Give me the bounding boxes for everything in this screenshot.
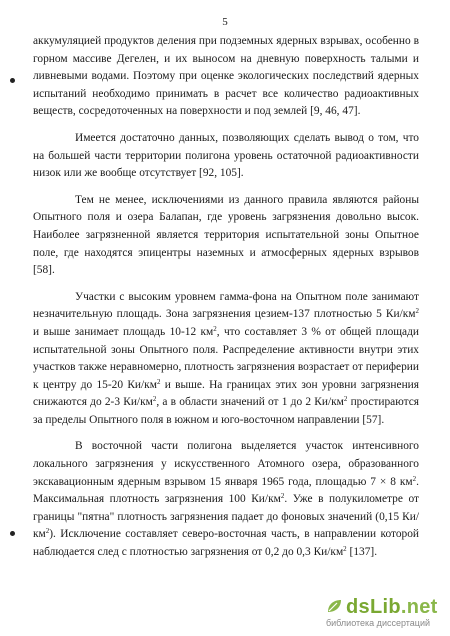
text-run: и выше занимает площадь 10-12 км — [33, 325, 214, 338]
watermark — [322, 596, 440, 630]
superscript: 2 — [343, 545, 347, 554]
text-run: , а в области значений от 1 до 2 Ки/км — [156, 396, 344, 409]
superscript: 2 — [152, 395, 157, 404]
superscript: 2 — [213, 324, 217, 333]
text-run: простираются за пределы Опытного поля в южном и юго-восточном направлении [57]. — [33, 396, 419, 426]
margin-mark — [10, 78, 15, 83]
watermark-logo-ext: .net — [400, 596, 438, 618]
watermark-subtitle: библиотека диссертаций — [326, 618, 431, 628]
text-run: Участки с высоким уровнем гамма-фона на Опытном поле занимают незначительную площадь. Зона загрязнения цезием-137 плотностью 5 Ки/км — [33, 290, 419, 321]
paragraph — [33, 192, 419, 280]
text-run: . Уже в полукилометре от границы "пятна" плотность загрязнения падает до фоновых значений (0,15 Ки/км — [33, 493, 419, 541]
paragraph — [33, 289, 419, 430]
superscript: 2 — [280, 492, 285, 501]
paragraph — [33, 130, 419, 183]
leaf-icon — [326, 598, 342, 614]
watermark-logo — [346, 596, 438, 619]
text-run: Тем не менее, исключениями из данного правила являются районы Опытного поля и озера Балапан, где уровень загрязнения довольно высок. Наиболее загрязненной является территория испытательной зоны Опытное поле, где находятся эпицентры наземных и атмосферных ядерных взрывов [58]. — [33, 193, 419, 277]
superscript: 2 — [412, 474, 417, 483]
text-run: [137]. — [346, 546, 378, 559]
paragraph — [33, 33, 419, 121]
text-run: , что составляет 3 % от общей площади испытательной зоны Опытного поля. Распределение активности внутри этих участков также неравномерно, плотность загрязнения возрастает от периферии к центру до 15-20 Ки/км — [33, 325, 419, 391]
superscript: 2 — [415, 307, 419, 316]
superscript: 2 — [156, 377, 161, 386]
text-run: аккумуляцией продуктов деления при подземных ядерных взрывах, особенно в горном массиве Дегелен, и их выносом на дневную поверхность талыми и ливневыми водами. Поэтому при оценке экологических последствий ядерных испытаний необходимо принимать в расчет все количество радиоактивных веществ, сосредоточенных на поверхности и под землей [9, 46, 47]. — [33, 35, 419, 118]
document-body — [33, 33, 419, 562]
watermark-logo-main: dsLib — [346, 596, 401, 618]
text-run: В восточной части полигона выделяется участок интенсивного локального загрязнения у искусственного Атомного озера, образованного экскавационным ядерным взрывом 15 января 1965 года, площадью 7 × 8 км — [33, 440, 419, 488]
text-run: ). Исключение составляет северо-восточная часть, в направлении которой наблюдается след с плотностью загрязнения от 0,2 до 0,3 Ки/км — [33, 528, 419, 559]
superscript: 2 — [343, 395, 348, 404]
margin-mark — [10, 531, 15, 536]
paragraph — [33, 438, 419, 561]
text-run: и выше. На границах этих зон уровни загрязнения снижаются до 2-3 Ки/км — [33, 378, 420, 409]
text-run: Имеется достаточно данных, позволяющих сделать вывод о том, что на большей части территории полигона уровень остаточной радиоактивности низок или же вообще отсутствует [92, 105]. — [33, 131, 419, 180]
page-number: 5 — [222, 16, 228, 28]
superscript: 2 — [45, 527, 50, 536]
text-run: . Максимальная плотность загрязнения 100 Ки/км — [33, 475, 419, 506]
